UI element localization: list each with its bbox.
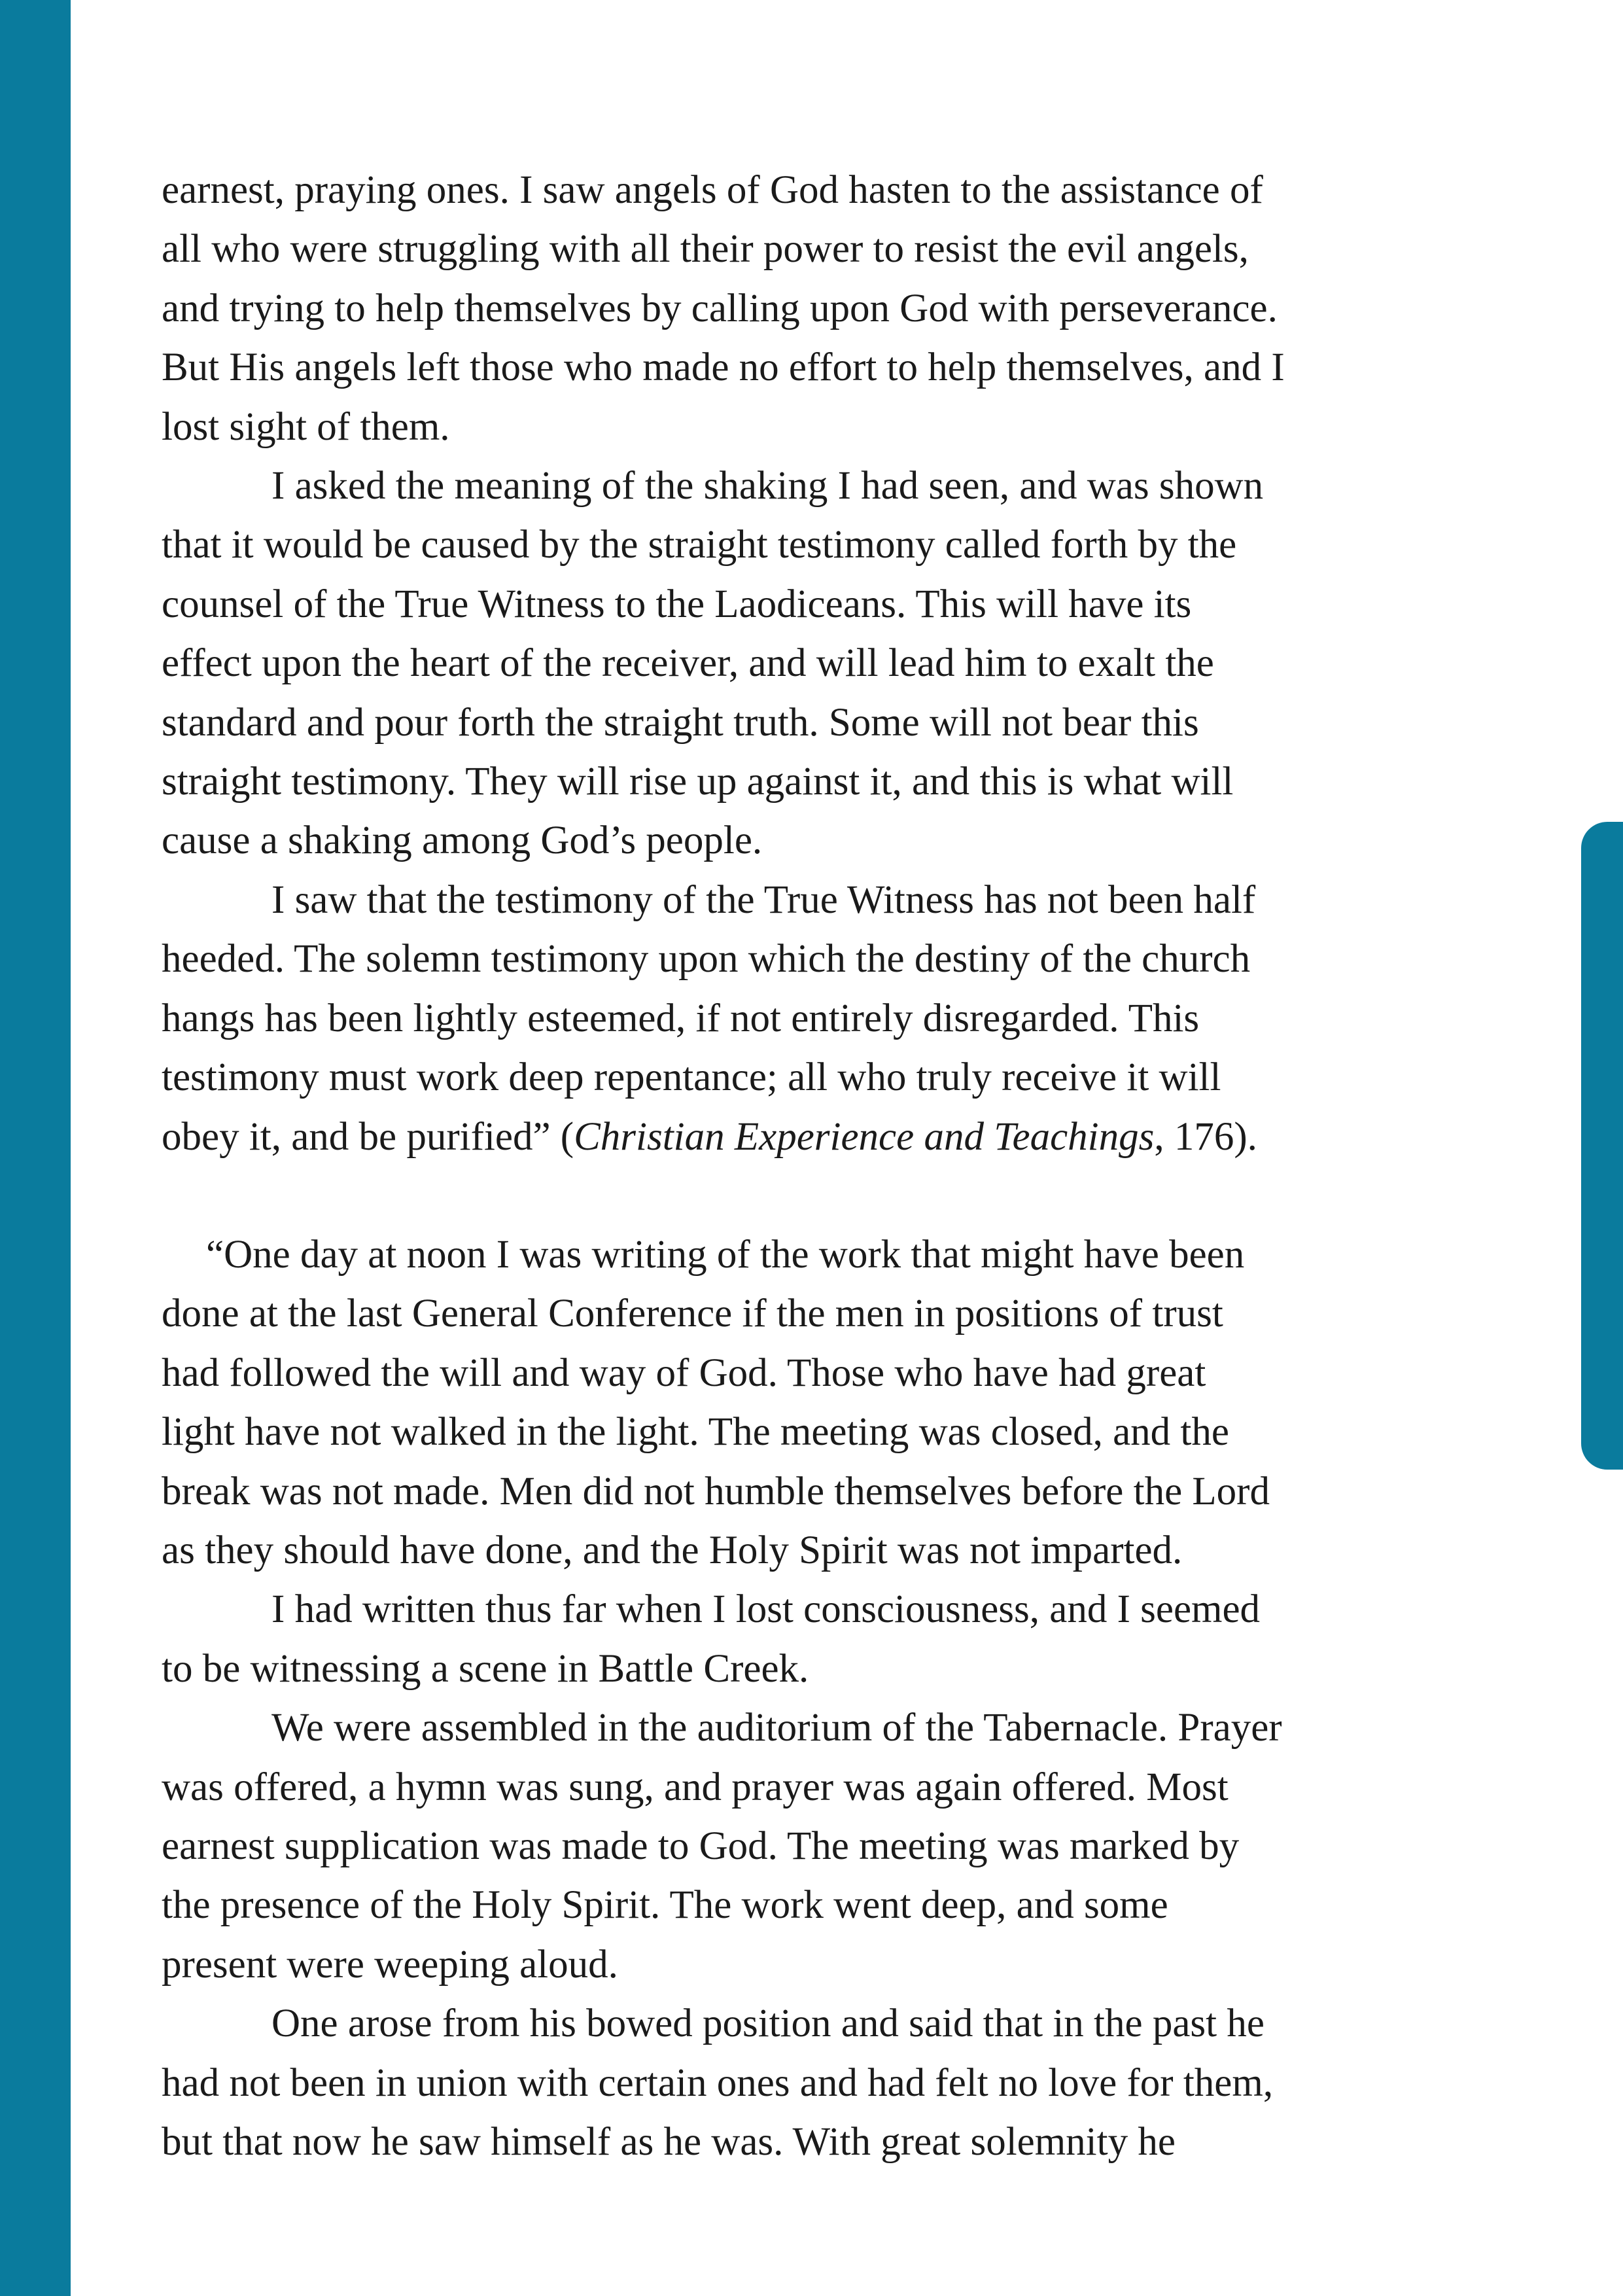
- chapter-thumb-tab: [1581, 822, 1623, 1470]
- text-line: had followed the will and way of God. Those who have had great: [162, 1351, 1206, 1395]
- book-title: Christian Experience and Teachings: [574, 1114, 1155, 1159]
- text-line: was offered, a hymn was sung, and prayer was again offered. Most: [162, 1765, 1229, 1809]
- text-line: had not been in union with certain ones and had felt no love for them,: [162, 2060, 1274, 2105]
- text-line: One arose from his bowed position and said that in the past he: [271, 2002, 1265, 2046]
- text-line: break was not made. Men did not humble themselves before the Lord: [162, 1469, 1270, 1513]
- text-line: lost sight of them.: [162, 404, 450, 449]
- text-line: standard and pour forth the straight truth. Some will not bear this: [162, 700, 1199, 745]
- text-line: I had written thus far when I lost consciousness, and I seemed: [271, 1587, 1261, 1632]
- text-line: We were assembled in the auditorium of the Tabernacle. Prayer: [271, 1706, 1282, 1750]
- text-line: and trying to help themselves by calling upon God with perseverance.: [162, 286, 1278, 330]
- text-line: all who were struggling with all their power to resist the evil angels,: [162, 227, 1249, 272]
- text-line: light have not walked in the light. The meeting was closed, and the: [162, 1410, 1229, 1455]
- text-line: testimony must work deep repentance; all who truly receive it will: [162, 1055, 1221, 1100]
- text-line: “One day at noon I was writing of the work that might have been: [206, 1232, 1245, 1277]
- text-line: I asked the meaning of the shaking I had seen, and was shown: [271, 464, 1264, 508]
- text-line: but that now he saw himself as he was. With great solemnity he: [162, 2120, 1176, 2164]
- text-line: hangs has been lightly esteemed, if not entirely disregarded. This: [162, 996, 1200, 1040]
- text-line: earnest supplication was made to God. The meeting was marked by: [162, 1824, 1240, 1868]
- text-line: effect upon the heart of the receiver, and will lead him to exalt the: [162, 641, 1214, 686]
- text-line: that it would be caused by the straight testimony called forth by the: [162, 523, 1237, 567]
- text-line: heeded. The solemn testimony upon which the destiny of the church: [162, 937, 1251, 981]
- text-line: as they should have done, and the Holy Spirit was not imparted.: [162, 1528, 1183, 1572]
- body-text: [162, 161, 1473, 2172]
- text-line: to be witnessing a scene in Battle Creek.: [162, 1646, 809, 1691]
- text-line: But His angels left those who made no effort to help themselves, and I: [162, 345, 1285, 390]
- text-line: done at the last General Conference if the men in positions of trust: [162, 1292, 1223, 1336]
- left-color-band: [0, 0, 71, 2296]
- text-line: present were weeping aloud.: [162, 1942, 618, 1987]
- text-segment: , 176).: [1154, 1114, 1257, 1159]
- paragraph-gap: [162, 1167, 1473, 1226]
- text-line: counsel of the True Witness to the Laodiceans. This will have its: [162, 582, 1192, 626]
- text-line: straight testimony. They will rise up against it, and this is what will: [162, 760, 1234, 804]
- text-line: I saw that the testimony of the True Witness has not been half: [271, 877, 1256, 922]
- text-line: earnest, praying ones. I saw angels of God hasten to the assistance of: [162, 168, 1263, 212]
- citation-line: [162, 1108, 1473, 1167]
- text-line: the presence of the Holy Spirit. The work went deep, and some: [162, 1883, 1168, 1928]
- text-segment: obey it, and be purified” (: [162, 1114, 574, 1159]
- text-line: cause a shaking among God’s people.: [162, 819, 763, 863]
